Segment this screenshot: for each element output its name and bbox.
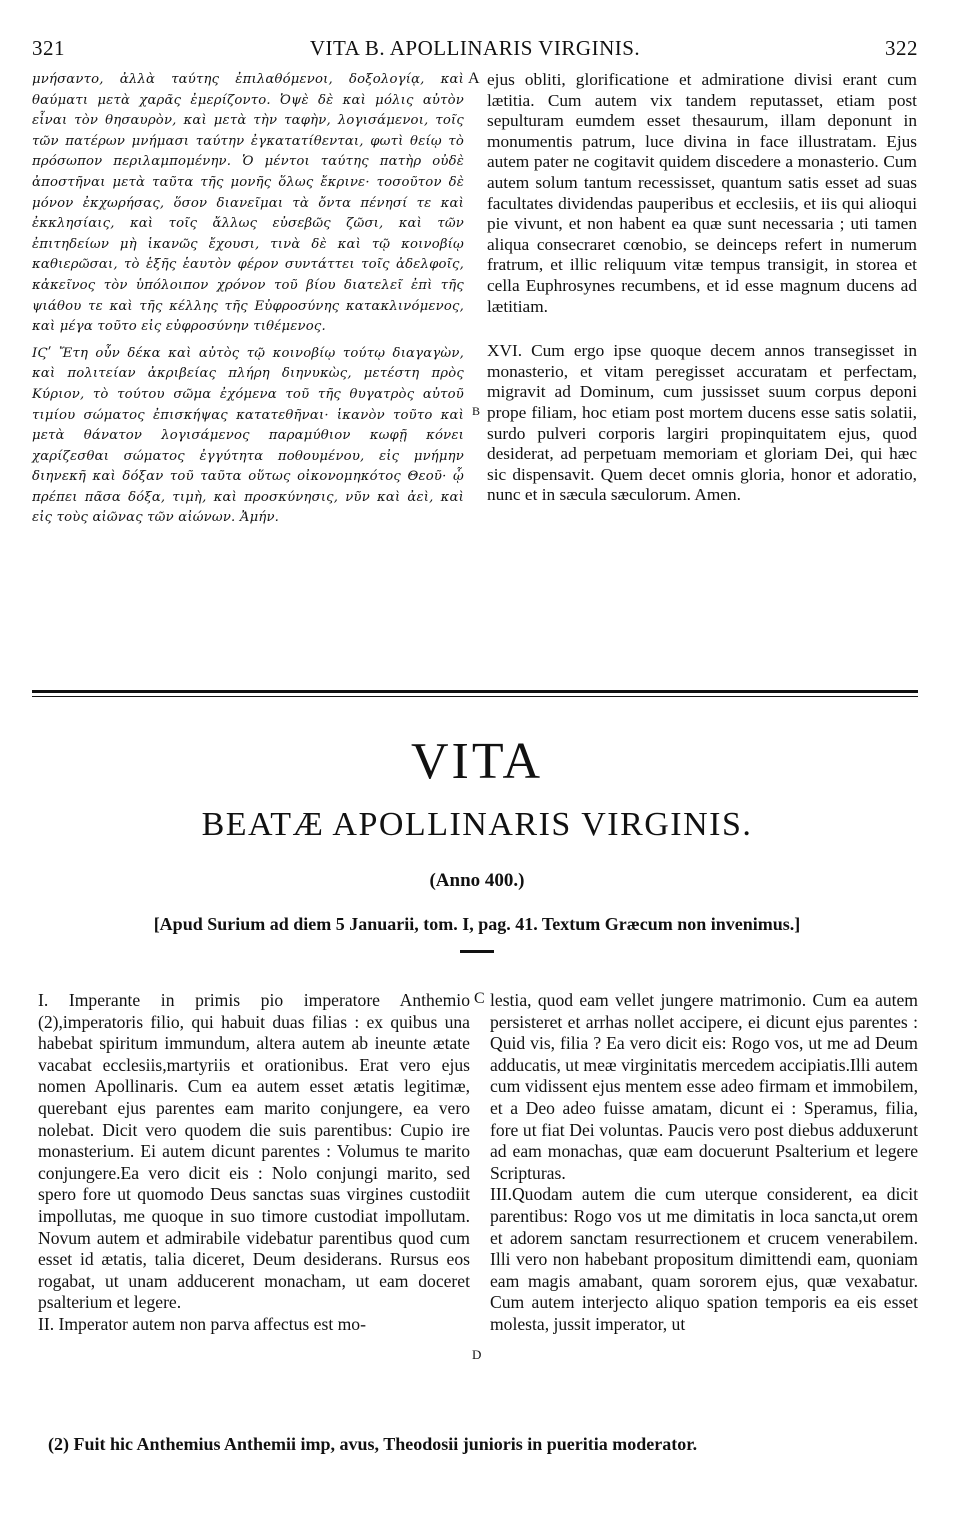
section-title: VITA	[410, 733, 544, 790]
section-divider-thick	[32, 690, 918, 693]
footnote: (2) Fuit hic Anthemius Anthemii imp, avus, Theodosii junioris in pueritia moderator.	[48, 1434, 698, 1454]
latin-column-top	[487, 70, 917, 506]
margin-marker-c: C	[474, 990, 485, 1007]
source-note: [Apud Surium ad diem 5 Januarii, tom. I, pag. 41. Textum Græcum non invenimus.]	[153, 914, 801, 934]
body-paragraph: II. Imperator autem non parva affectus est mo-	[38, 1313, 366, 1334]
running-header	[32, 36, 918, 64]
page-number-left: 321	[32, 36, 65, 60]
body-column-right	[490, 990, 918, 1336]
margin-marker-b: B	[472, 404, 481, 418]
section-subtitle: BEATÆ APOLLINARIS VIRGINIS.	[201, 806, 753, 843]
latin-paragraph: XVI. Cum ergo ipse quoque decem annos transegisset in monasterio, et vitam peregisset accuratam et perfectam, migravit ad Dominum, cum jussisset suum corpus deponi prope filiam, hoc etiam post mortem ducens esse satis solatii, surdo pulveri corporis largiri propinquitatem ejus, quod desiderat, ad perpetuam memoriam et gloriam Dei, qui hæc sic dispensavit. Quem decet omnis gloria, honor et adoratio, nunc et in sæcula sæculorum. Amen.	[487, 341, 917, 505]
ornament-dash	[460, 950, 494, 953]
page-number-right: 322	[885, 36, 918, 60]
greek-column	[32, 70, 464, 529]
latin-paragraph: ejus obliti, glorificatione et admiratione divisi erant cum lætitia. Cum autem vix tandem reputasset, etiam post sepulturam eumdem esset thesaurum, illam deponunt in monumentis patrum, luce divina in face illustratam. Ejus autem pater ne cogitavit quidem discedere a monasterio. Cum autem solum tantum recessisset, quantum satis esset ad suas facultates dividendas pauperibus et ecclesiis, et iis qui alioqui pie vivunt, et non habent ea quæ sunt necessaria ; uti tamen aliqua consecraret cœnobio, se deinceps refert in numerum fratrum, et illic reliquum vitæ tempus transigit, in storea et cella Euphrosynes recumbens, et id esse magnum ducens ad lætitiam.	[487, 70, 917, 316]
year-note: (Anno 400.)	[429, 870, 525, 891]
greek-paragraph: ΙϚʹ Ἔτη οὖν δέκα καὶ αὐτὸς τῷ κοινοβίῳ τούτῳ διαγαγὼν, καὶ πολιτείαν ἀκριβείας πλήρη διηνυκὼς, μετέστη πρὸς Κύριον, τὸ τούτου σῶμα ἐχόμενα τοῦ τῆς θυγατρὸς αὐτοῦ τιμίου σώματος ἐπισκήψας κατατεθῆναι· ἱκανὸν τοῦτο καὶ μετὰ θάνατον λογισάμενος παραμύθιον κωφῇ κόνει χαρίζεσθαι σώματος ἐγγύτητα ποθουμένου, εἰς μνήμην διηνεκῆ καὶ δόξαν τοῦ ταῦτα οὕτως οἰκονομηκότος Θεοῦ· ᾧ πρέπει πᾶσα δόξα, τιμὴ, καὶ προσκύνησις, νῦν καὶ ἀεὶ, καὶ εἰς τοὺς αἰῶνας τῶν αἰώνων. Ἀμήν.	[32, 345, 464, 526]
body-paragraph: I. Imperante in primis pio imperatore Anthemio (2),imperatoris filio, qui habuit duas filias : ex quibus una habebat spiritum immundum, altera autem ab ineunte ætate vacabat ecclesiis,martyriis et orationibus. Erat vero ejus nomen Apollinaris. Cum ea autem esset ætatis legitimæ, querebant ejus parentes eam marito conjungere, ea vero nolebat. Dicit vero quodem die suis parentibus: Cupio ire monasterium. Ei autem dicunt parentes : Volumus te marito conjungere.Ea vero dicit eis : Nolo conjungi marito, sed spero fore ut quomodo Deus sanctas suas virgines custodiit impollutas, me quoque in suo timore custodiat impollutam. Novum autem et admirabile videbatur parentibus quod cum esset id ætatis, talia diceret, Deum desiderans. Rursus eos rogabat, ut unam adducerent monacham, ut eam doceret psalterium et legere.	[38, 990, 470, 1313]
margin-marker-d: D	[472, 1347, 482, 1362]
section-divider-thin	[32, 696, 918, 697]
margin-marker-a: A	[468, 70, 480, 87]
body-paragraph: lestia, quod eam vellet jungere matrimonio. Cum ea autem persisteret et arrhas nollet accipere, ei dicunt ejus parentes : Quid vis, filia ? Ea vero dicit eis: Rogo vos, ut me ad Deum adducatis, ut meæ virginitatis mercedem accipiatis.Illi autem cum vidissent ejus mentem esse adeo firmam et immobilem, et a Deo adeo fuisse amatam, dicunt ei : Speramus, filia, fore ut fiat Dei voluntas. Paucis vero post diebus adduxerunt ad eam monachas, quæ eam docuerunt Psalterium et legere Scripturas.	[490, 990, 918, 1183]
body-column-left	[38, 990, 470, 1336]
running-title: VITA B. APOLLINARIS VIRGINIS.	[309, 36, 641, 60]
greek-paragraph: μνήσαντο, ἀλλὰ ταύτης ἐπιλαθόμενοι, δοξολογίᾳ, καὶ θαύματι μετὰ χαρᾶς ἐμερίζοντο. Ὀψὲ δὲ καὶ μόλις αὐτὸν εἶναι τὸν θησαυρὸν, καὶ μετὰ τὴν ταφὴν, λογισάμενοι, τοῖς τῶν πατέρων μνήμασι ταύτην ἐγκατατίθενται, φωτὶ θείῳ τὸ πρόσωπον περιλαμπομένην. Ὁ μέντοι ταύτης πατὴρ οὐδὲ ἀποστῆναι μετὰ ταῦτα τῆς μονῆς ὅλως ἔκρινε· τοσοῦτον δὲ μόνον ἐκχωρήσας, ὅσον διανεῖμαι τὰ ὄντα πένησί τε καὶ ἐκκλησίαις, καὶ τοῖς ἄλλως εὐσεβῶς ζῶσι, καὶ τῶν ἐπιτηδείων μὴ ἱκανῶς ἔχουσι, τινὰ δὲ καὶ τῷ κοινοβίῳ καθιερῶσαι, τὸ ἑξῆς ἑαυτὸν φέρον συντάττει τοῖς ἀδελφοῖς, κἀκεῖνος τὸν ὑπόλοιπον χρόνον τοῦ βίου διατελεῖ ἐπὶ τῆς ψιάθου τε καὶ τῆς κέλλης τῆς Εὐφροσύνης κατακλινόμενος, καὶ μέγα τοῦτο εἰς εὐφροσύνην τιθέμενος.	[32, 72, 464, 335]
body-paragraph: III.Quodam autem die cum uterque considerent, ea dicit parentibus: Rogo vos ut me dimitatis in loca sancta,ut orem et adorem sanctam resurrectionem et crucem venerabilem. Illi vero non habebant propositum dimittendi eam, quoniam eam magis amabant, quam sororem ejus, quæ vexabatur. Cum autem interjecto aliquo spation temporis ea eis esset molesta, jussit imperator, ut	[490, 1184, 918, 1334]
